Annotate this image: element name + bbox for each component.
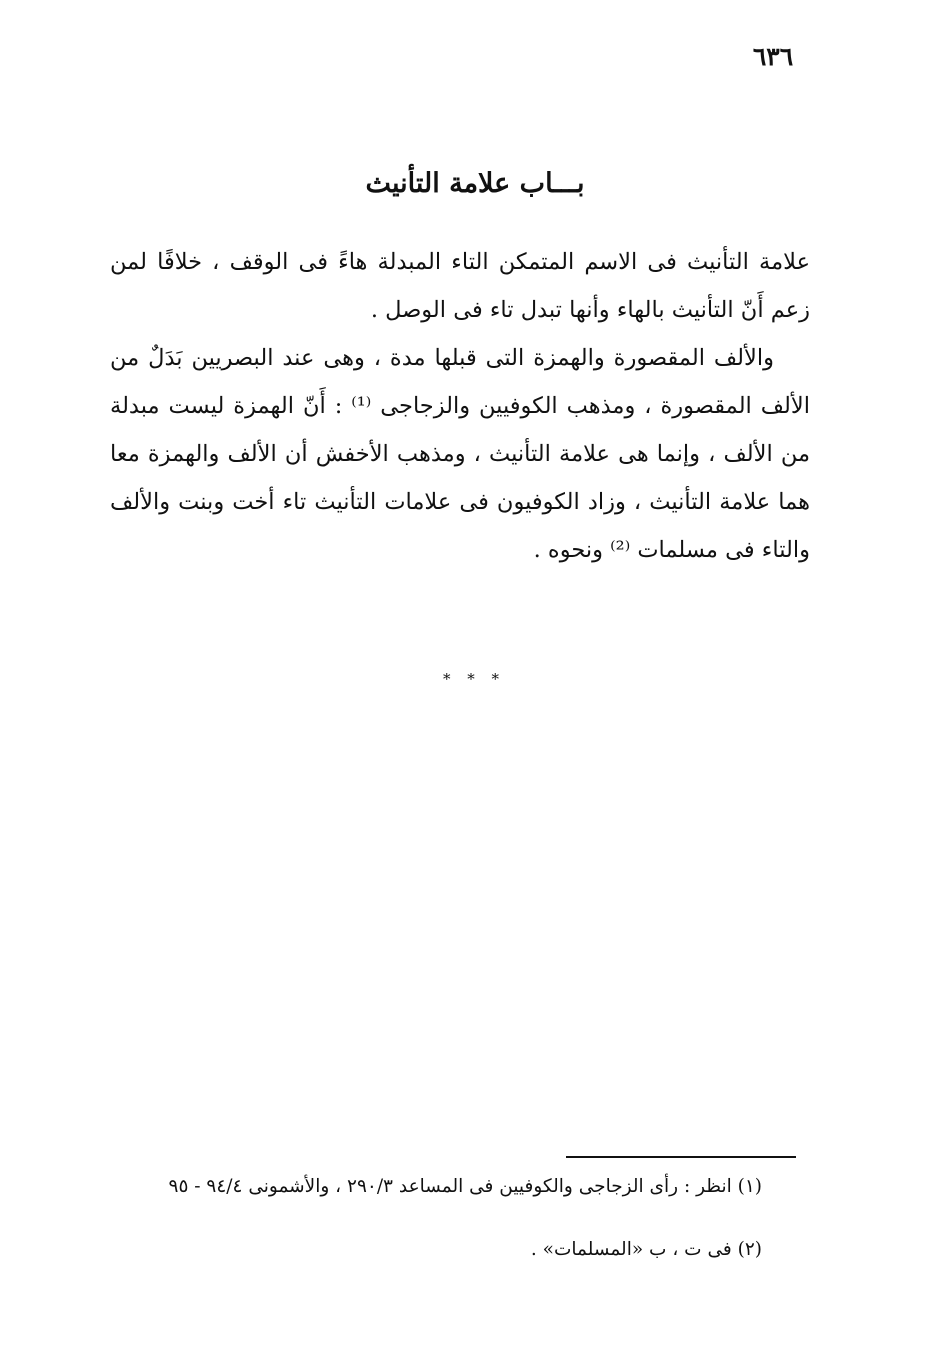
chapter-title: بـــاب علامة التأنيث	[365, 168, 585, 199]
footnote-divider	[566, 1156, 796, 1158]
footnotes	[130, 1172, 762, 1265]
body-paragraph: علامة التأنيث فى الاسم المتمكن التاء المبدلة هاءً فى الوقف ، خلافًا لمن زعم أَنّ التأنيث بالهاء وأنها تبدل تاء فى الوصل .	[110, 249, 810, 323]
page-number: ٦٣٦	[752, 42, 794, 71]
footnote: (٢) فى ت ، ب «المسلمات» .	[530, 1239, 762, 1260]
body-paragraph: والألف المقصورة والهمزة التى قبلها مدة ، وهى عند البصريين بَدَلٌ من الألف المقصورة ، ومذهب الكوفيين والزجاجى ⁽¹⁾ : أَنّ الهمزة ليست مبدلة من الألف ، وإنما هى علامة التأنيث ، ومذهب الأخفش أن الألف والهمزة معا هما علامة التأنيث ، وزاد الكوفيون فى علامات التأنيث تاء أخت وبنت والألف والتاء فى مسلمات ⁽²⁾ ونحوه .	[110, 345, 810, 563]
footnote: (١) انظر : رأى الزجاجى والكوفيين فى المساعد ٢٩٠/٣ ، والأشمونى ٩٤/٤ - ٩٥	[168, 1176, 762, 1197]
section-separator: * * *	[442, 670, 506, 688]
body-text	[110, 238, 810, 574]
